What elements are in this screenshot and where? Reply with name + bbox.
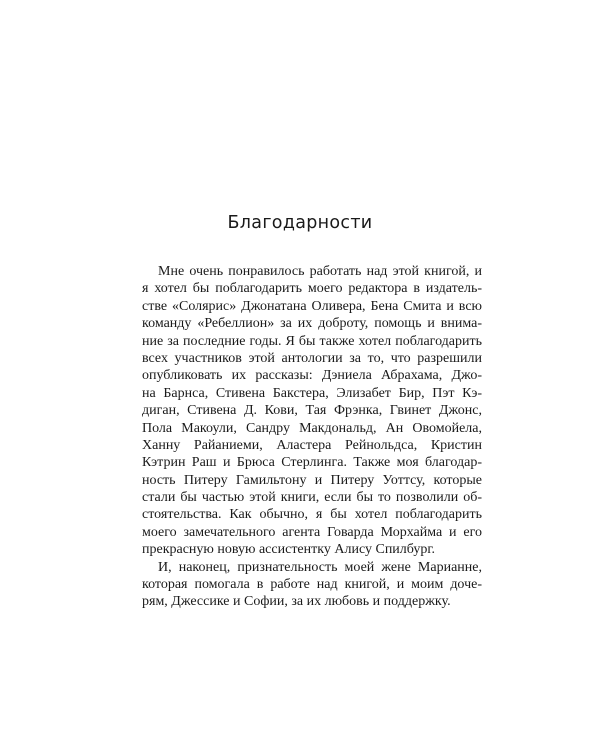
text-line: Пола Макоули, Сандру Макдональд, Ан Овомойела, bbox=[142, 420, 482, 436]
text-line: И, наконец, признательность моей жене Марианне, bbox=[158, 559, 482, 575]
text-line: диган, Стивена Д. Кови, Тая Фрэнка, Гвинет Джонс, bbox=[142, 403, 482, 419]
text-line: моего замечательного агента Говарда Морхайма и его bbox=[142, 524, 482, 540]
text-line: которая помогала в работе над книгой, и моим доче- bbox=[142, 577, 482, 593]
page-title: Благодарности bbox=[227, 213, 373, 233]
text-line: на Барнса, Стивена Бакстера, Элизабет Бир, Пэт Кэ- bbox=[142, 385, 482, 401]
text-line: стали бы частью этой книги, если бы то позволили об- bbox=[142, 490, 482, 506]
text-line: Кэтрин Раш и Брюса Стерлинга. Также моя благодар- bbox=[142, 455, 482, 471]
text-line: стоятельства. Как обычно, я бы хотел поблагодарить bbox=[142, 507, 482, 523]
text-line: ние за последние годы. Я бы также хотел поблагодарить bbox=[142, 333, 482, 349]
text-line: рям, Джессике и Софии, за их любовь и поддержку. bbox=[142, 594, 451, 610]
text-line: Ханну Райаниеми, Аластера Рейнольдса, Кристин bbox=[142, 437, 482, 453]
text-line: я хотел бы поблагодарить моего редактора в издатель- bbox=[142, 281, 482, 297]
text-line: опубликовать их рассказы: Дэниела Абрахама, Джо- bbox=[142, 368, 482, 384]
text-line: стве «Солярис» Джонатана Оливера, Бена Смита и всю bbox=[142, 298, 482, 314]
text-line: ность Питеру Гамильтону и Питеру Уоттсу, которые bbox=[142, 472, 482, 488]
text-line: Мне очень понравилось работать над этой книгой, и bbox=[158, 264, 482, 279]
text-line: прекрасную новую ассистентку Алису Спилбург. bbox=[142, 542, 436, 558]
text-line: всех участников этой антологии за то, что разрешили bbox=[142, 350, 482, 366]
text-line: команду «Ребеллион» за их доброту, помощь и внима- bbox=[142, 316, 482, 332]
acknowledgements-text bbox=[142, 263, 482, 611]
